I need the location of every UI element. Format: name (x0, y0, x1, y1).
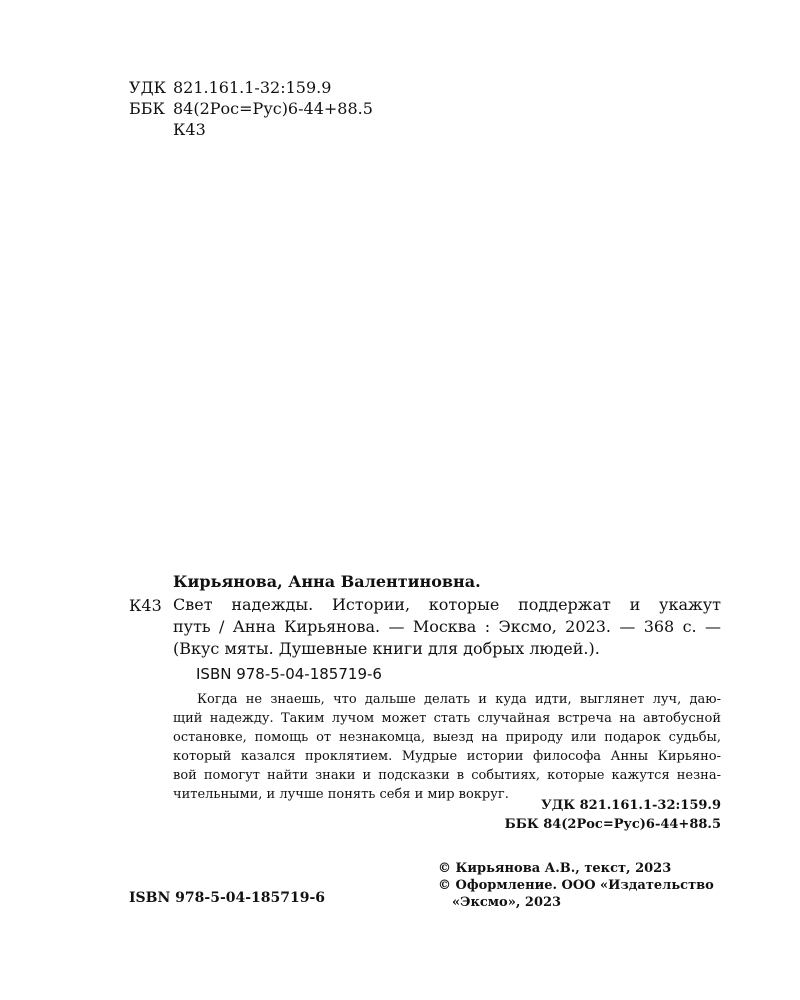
record-line-3: (Вкус мяты. Душевные книги для добрых людей.). (173, 639, 600, 658)
udk-value: 821.161.1-32:159.9 (173, 78, 332, 97)
annotation-line-1: Когда не знаешь, что дальше делать и куда идти, выглянет луч, даю- (197, 692, 721, 707)
bibliographic-record (173, 594, 721, 660)
bbk-value: 84(2Рос=Рус)6-44+88.5 (173, 99, 373, 118)
annotation-line-3: остановке, помощь от незнакомца, выезд на природу или подарок судьбы, (173, 730, 721, 745)
annotation-line-5: вой помогут найти знаки и подсказки в событиях, которые кажутся незна- (173, 768, 721, 783)
copyright-text: © Кирьянова А.В., текст, 2023 (438, 861, 672, 876)
author-mark: К43 (173, 120, 206, 139)
index-udk: УДК 821.161.1-32:159.9 (541, 798, 721, 813)
bbk-label: ББК (129, 99, 165, 118)
record-author-mark: К43 (129, 596, 162, 615)
annotation-line-4: который казался проклятием. Мудрые истории философа Анны Кирьяно- (173, 749, 721, 764)
author-name: Кирьянова, Анна Валентиновна. (173, 572, 481, 591)
annotation-line-2: щий надежду. Таким лучом может стать случайная встреча на автобусной (173, 711, 721, 726)
record-line-1: Свет надежды. Истории, которые поддержат и укажут (173, 595, 721, 614)
copyright-design-1: © Оформление. ООО «Издательство (438, 878, 714, 893)
isbn-main: ISBN 978-5-04-185719-6 (196, 665, 382, 683)
index-codes (421, 796, 721, 834)
index-bbk: ББК 84(2Рос=Рус)6-44+88.5 (504, 817, 721, 832)
annotation (173, 690, 721, 804)
classification-block (129, 77, 429, 143)
copyright-block (438, 860, 714, 911)
isbn-bottom: ISBN 978-5-04-185719-6 (129, 890, 326, 906)
udk-label: УДК (129, 78, 166, 97)
copyright-design-2: «Эксмо», 2023 (452, 895, 562, 910)
record-line-2: путь / Анна Кирьянова. — Москва : Эксмо, 2023. — 368 с. — (173, 617, 721, 636)
annotation-line-6: чительными, и лучше понять себя и мир вокруг. (173, 787, 509, 802)
